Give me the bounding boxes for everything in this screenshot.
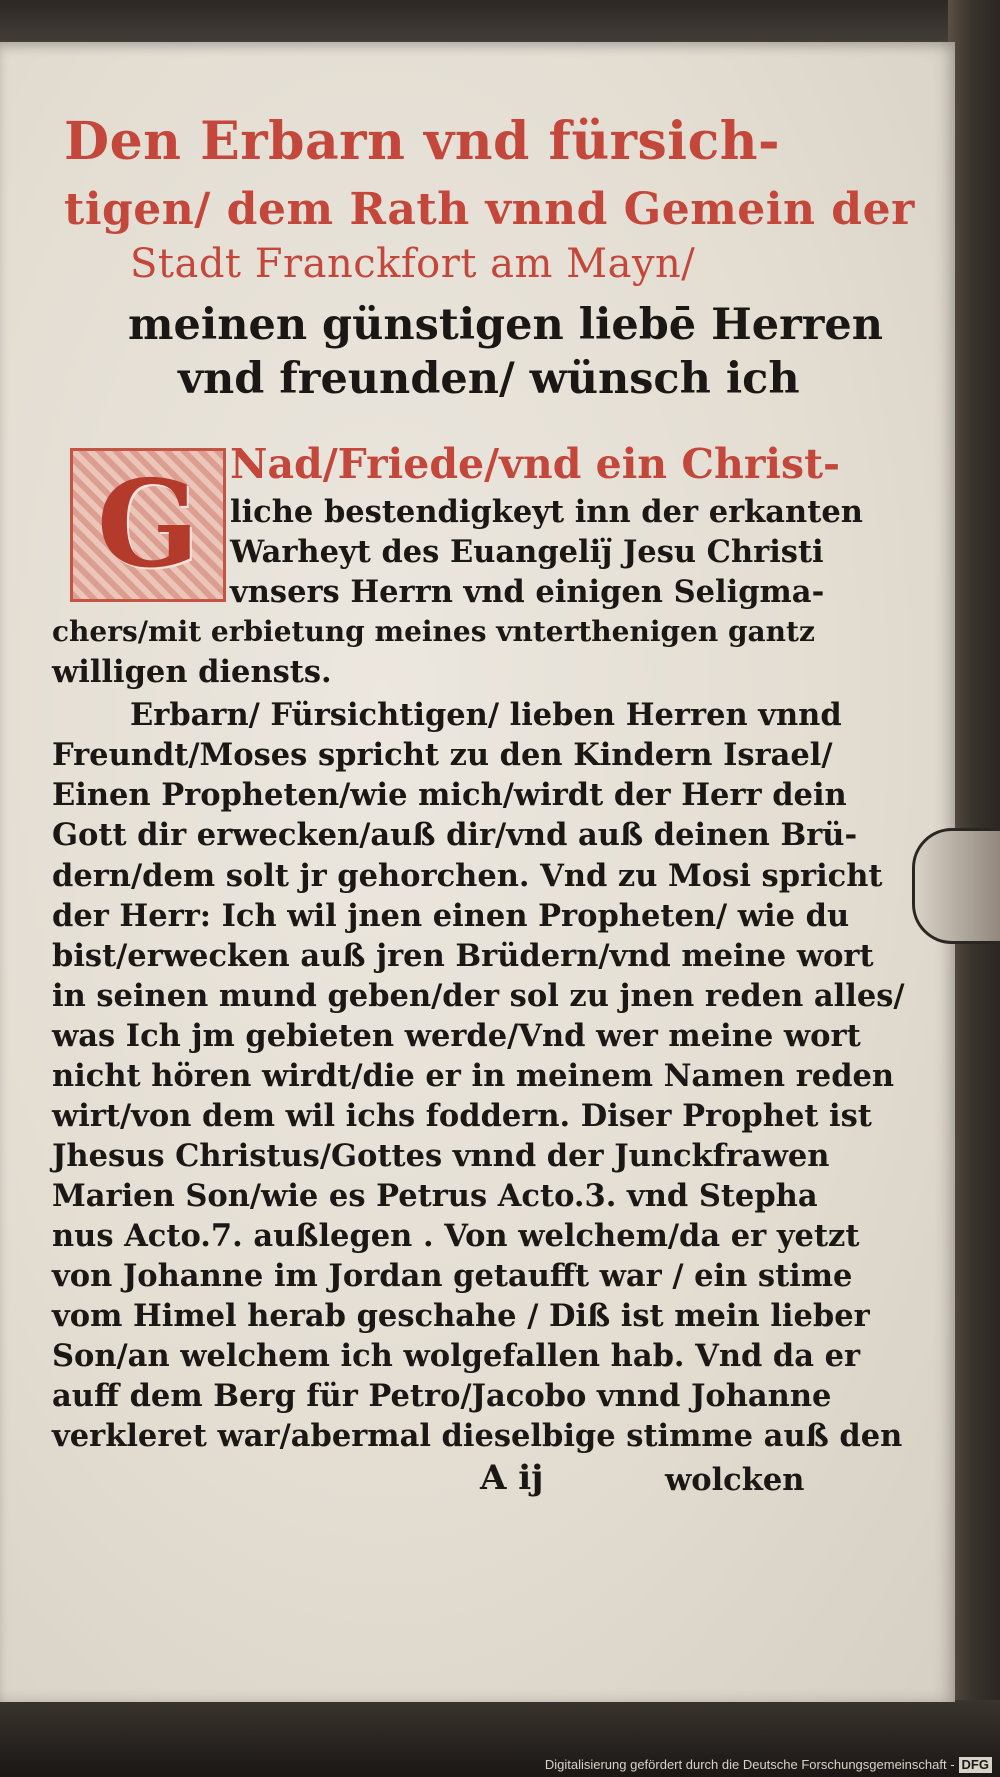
body-line: dern/dem solt jr gehorchen. Vnd zu Mosi spricht	[52, 858, 883, 894]
credit-text: Digitalisierung gefördert durch die Deutsche Forschungsgemeinschaft -	[544, 1757, 955, 1772]
body-line: willigen diensts.	[52, 654, 332, 690]
heading-black-line-2: vnd freunden/ wünsch ich	[178, 354, 800, 404]
catchword: wolcken	[665, 1462, 805, 1498]
body-line: liche bestendigkeyt inn der erkanten	[230, 494, 863, 530]
body-line: in seinen mund geben/der sol zu jnen reden alles/	[52, 978, 905, 1014]
body-line: vnsers Herrn vnd einigen Seligma-	[230, 574, 825, 610]
page-clip	[912, 828, 1000, 944]
body-line: der Herr: Ich wil jnen einen Propheten/ wie du	[52, 898, 850, 934]
body-line: wirt/von dem wil ichs foddern. Diser Prophet ist	[52, 1098, 872, 1134]
body-line: nicht hören wirdt/die er in meinem Namen reden	[52, 1058, 895, 1094]
body-line: Freundt/Moses spricht zu den Kindern Israel/	[52, 737, 833, 773]
heading-red-line-2: tigen/ dem Rath vnnd Gemein der	[64, 184, 915, 235]
body-line: Gott dir erwecken/auß dir/vnd auß deinen Brü-	[52, 817, 858, 853]
body-line: Warheyt des Euangeliȷ̈ Jesu Christi	[230, 534, 824, 570]
intro-red-line: Nad/Friede/vnd ein Christ-	[230, 440, 841, 488]
heading-red-line-1: Den Erbarn vnd fürsich-	[64, 111, 781, 172]
dfg-logo: DFG	[959, 1757, 992, 1773]
body-line: von Johanne im Jordan getaufft war / ein stime	[52, 1258, 853, 1294]
body-line: Son/an welchem ich wolgefallen hab. Vnd da er	[52, 1338, 861, 1374]
decorated-initial	[70, 448, 226, 602]
initial-letter: G	[96, 454, 200, 595]
body-line: bist/erwecken auß jren Brüdern/vnd meine wort	[52, 938, 874, 974]
body-line: Einen Propheten/wie mich/wirdt der Herr dein	[52, 777, 847, 813]
body-line: was Ich jm gebieten werde/Vnd wer meine wort	[52, 1018, 861, 1054]
signature-mark: A ij	[480, 1458, 544, 1498]
heading-black-line-1: meinen günstigen liebē Herren	[128, 300, 884, 350]
body-line: verkleret war/abermal dieselbige stimme auß den	[52, 1418, 903, 1454]
body-line: auff dem Berg für Petro/Jacobo vnnd Johanne	[52, 1378, 832, 1414]
body-line: Marien Son/wie es Petrus Acto.3. vnd Stepha	[52, 1178, 818, 1214]
body-line: chers/mit erbietung meines vnterthenigen gantz	[52, 615, 815, 648]
body-line: Erbarn/ Fürsichtigen/ lieben Herren vnnd	[130, 697, 842, 733]
digitization-credit	[545, 1757, 992, 1773]
body-line: vom Himel herab geschahe / Diß ist mein lieber	[52, 1298, 870, 1334]
body-line: nus Acto.7. außlegen . Von welchem/da er yetzt	[52, 1218, 860, 1254]
heading-red-line-3: Stadt Franckfort am Mayn/	[130, 241, 696, 287]
body-line: Jhesus Christus/Gottes vnnd der Junckfrawen	[52, 1138, 830, 1174]
